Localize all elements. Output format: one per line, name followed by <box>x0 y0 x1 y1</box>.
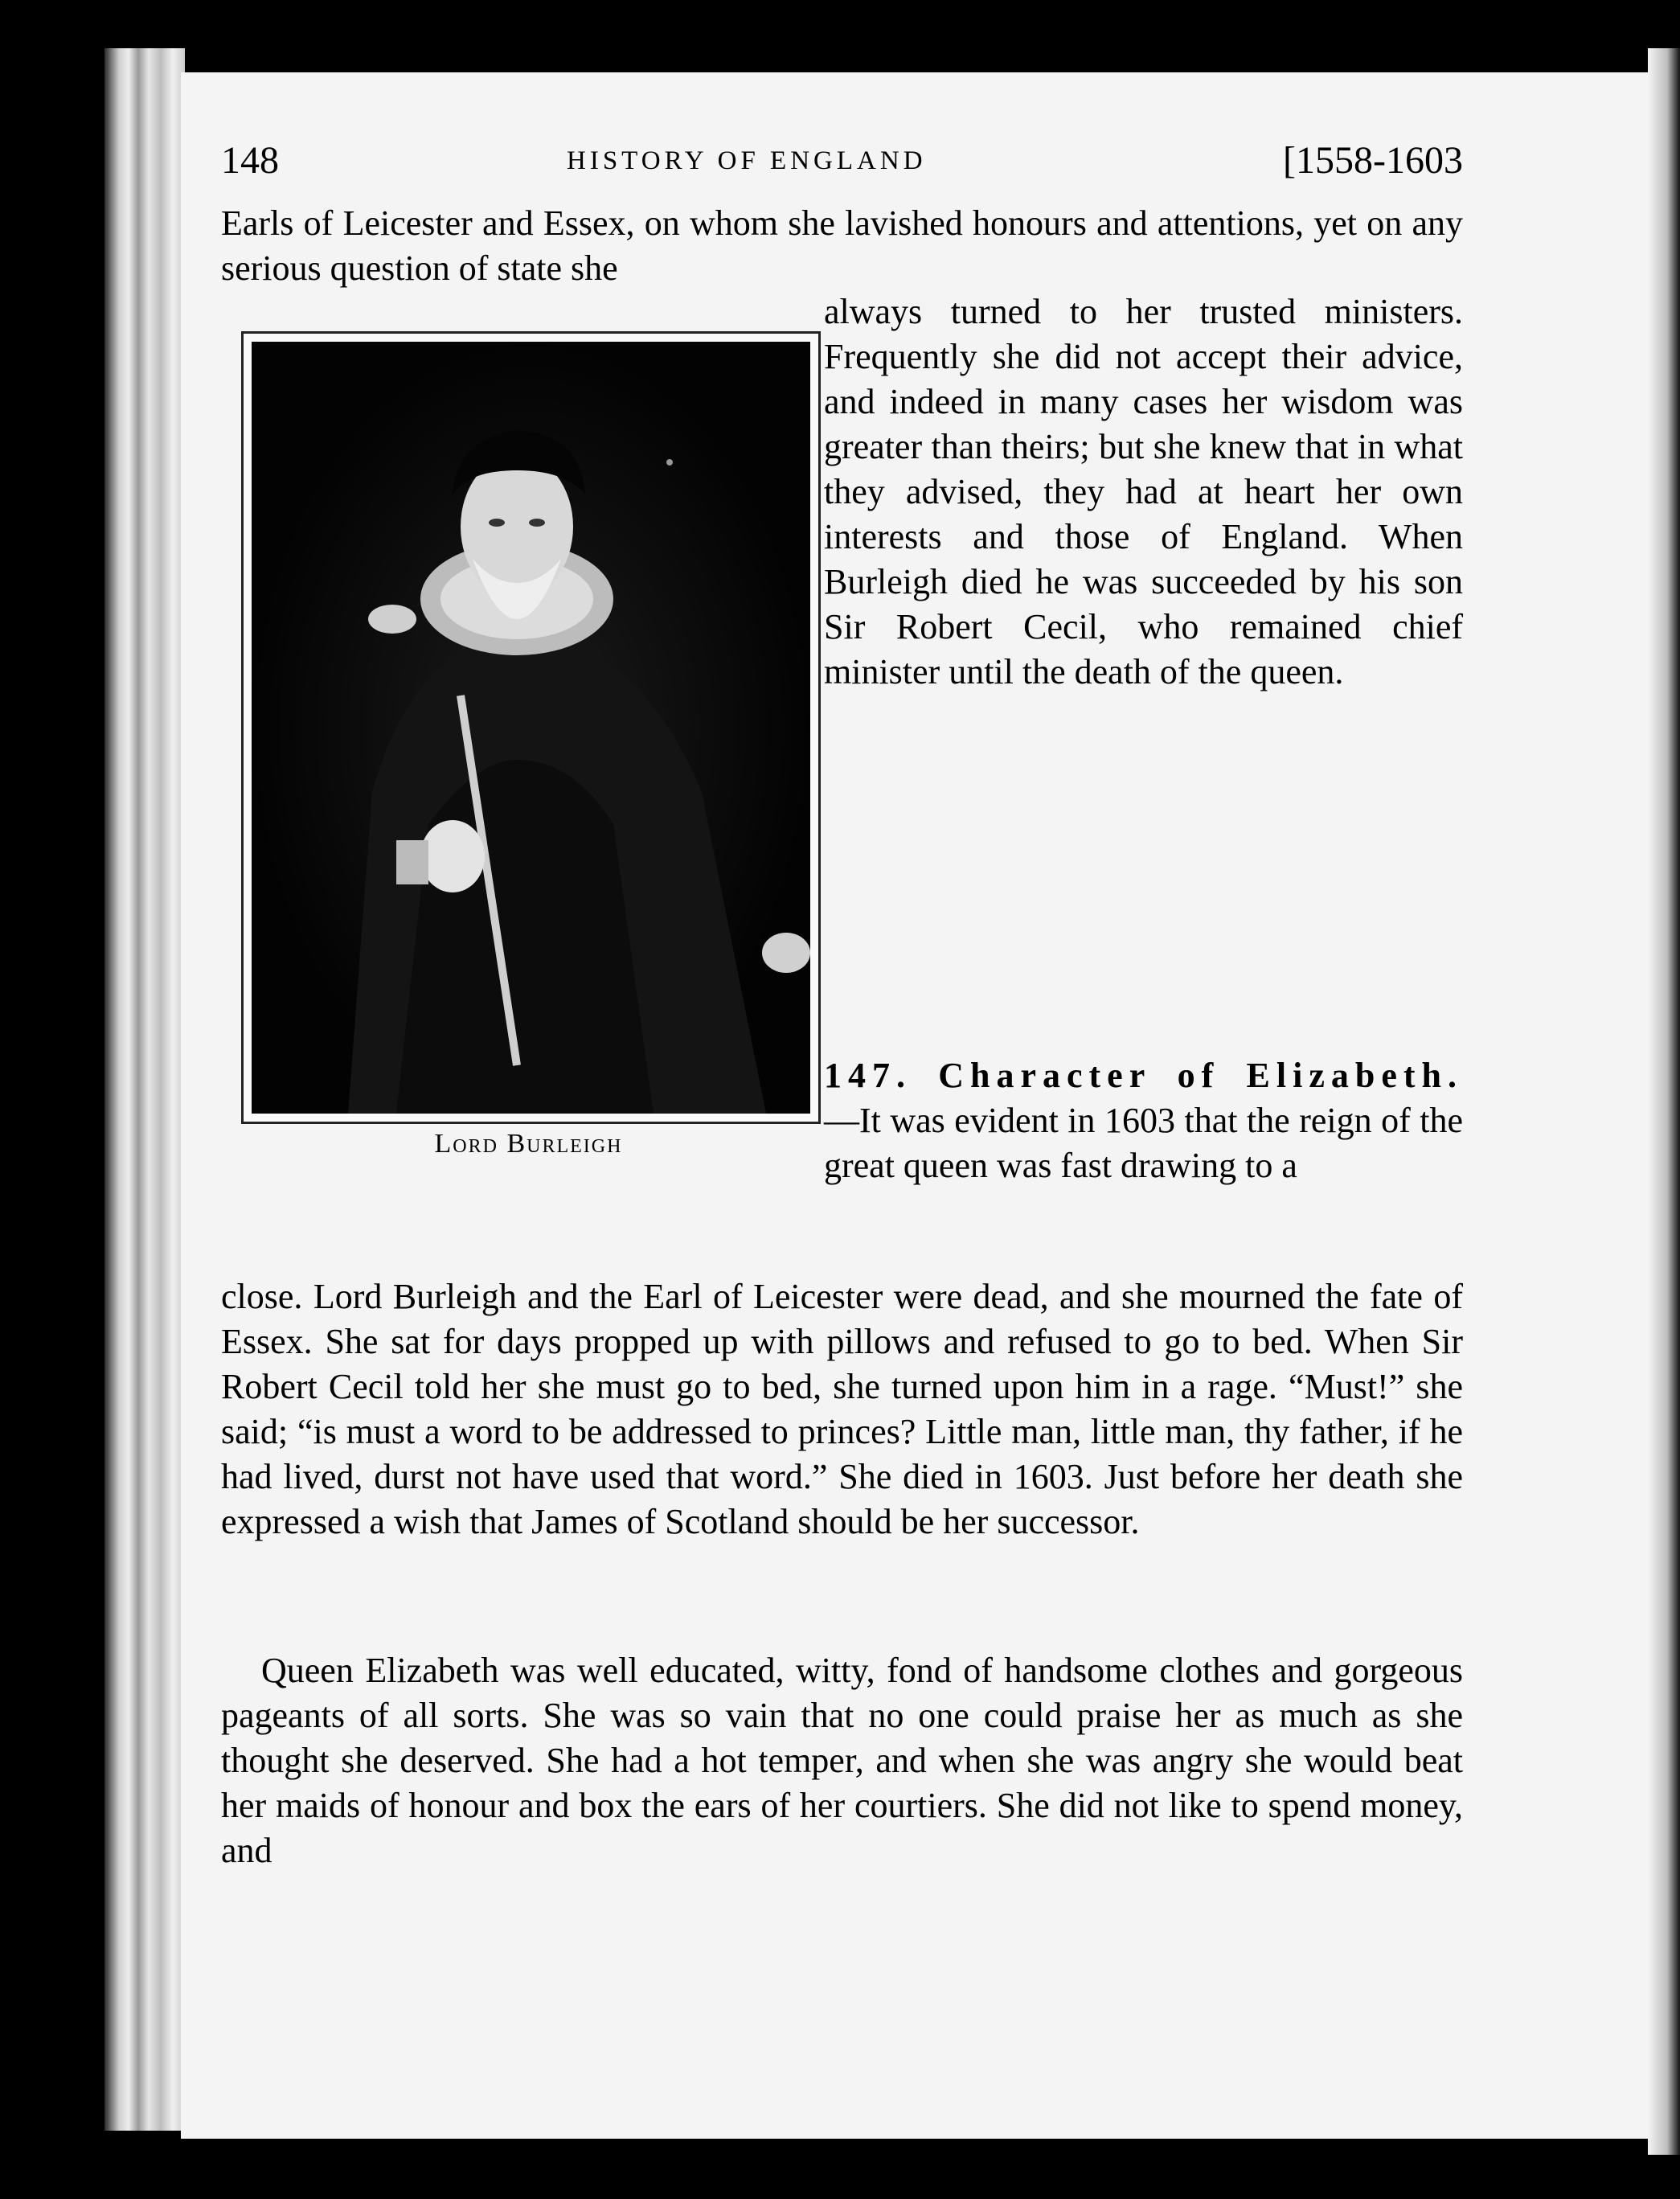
section-lead-text: —It was evident in 1603 that the reign of the great queen was fast drawing to a <box>824 1101 1463 1185</box>
portrait-burleigh-illustration <box>252 342 810 1114</box>
paragraph-elizabeth-character: Queen Elizabeth was well educated, witty, fond of handsome clothes and gorgeous pageants of all sorts. She was so vain that no one could praise her as much as she thought she deserved. She had a hot temper, and when she was angry she would beat her maids of honour and box the ears of her courtiers. She did not like to spend money, and <box>221 1651 1463 1870</box>
running-title: HISTORY OF ENGLAND <box>567 146 927 175</box>
section-147-opening <box>824 1053 1463 1188</box>
section-heading: 147. Character of Elizabeth. <box>824 1056 1463 1095</box>
header-years: [1558-1603 <box>1283 139 1463 182</box>
paragraph-death-of-elizabeth: close. Lord Burleigh and the Earl of Leicester were dead, and she mourned the fate of Essex. She sat for days propped up with pillows and refused to go to bed. When Sir Robert Cecil told her she must go to bed, she turned upon him in a rage. “Must!” she said; “is must a word to be addressed to princes? Little man, little man, thy father, if he had lived, durst not have used that word.” She died in 1603. Just before her death she expressed a wish that James of Scotland should be her successor. <box>221 1277 1463 1541</box>
portrait-image <box>252 342 810 1114</box>
page-number: 148 <box>221 139 279 182</box>
running-header <box>221 133 1463 189</box>
paragraph-ministers: always turned to her trusted ministers. Frequently she did not accept their advice, and indeed in many cases her wisdom was greater than theirs; but she knew that in what they advised, they had at heart her own interests and those of England. When Burleigh died he was succeeded by his son Sir Robert Cecil, who remained chief minister until the death of the queen. <box>824 292 1463 691</box>
book-page-edge <box>104 48 185 2131</box>
page-right-shadow <box>1648 48 1680 2155</box>
figure-caption: Lord Burleigh <box>434 1129 623 1159</box>
portrait-figure <box>241 331 821 1124</box>
paragraph-continued: Earls of Leicester and Essex, on whom she lavished honours and attentions, yet on any serious question of state she <box>221 203 1463 288</box>
